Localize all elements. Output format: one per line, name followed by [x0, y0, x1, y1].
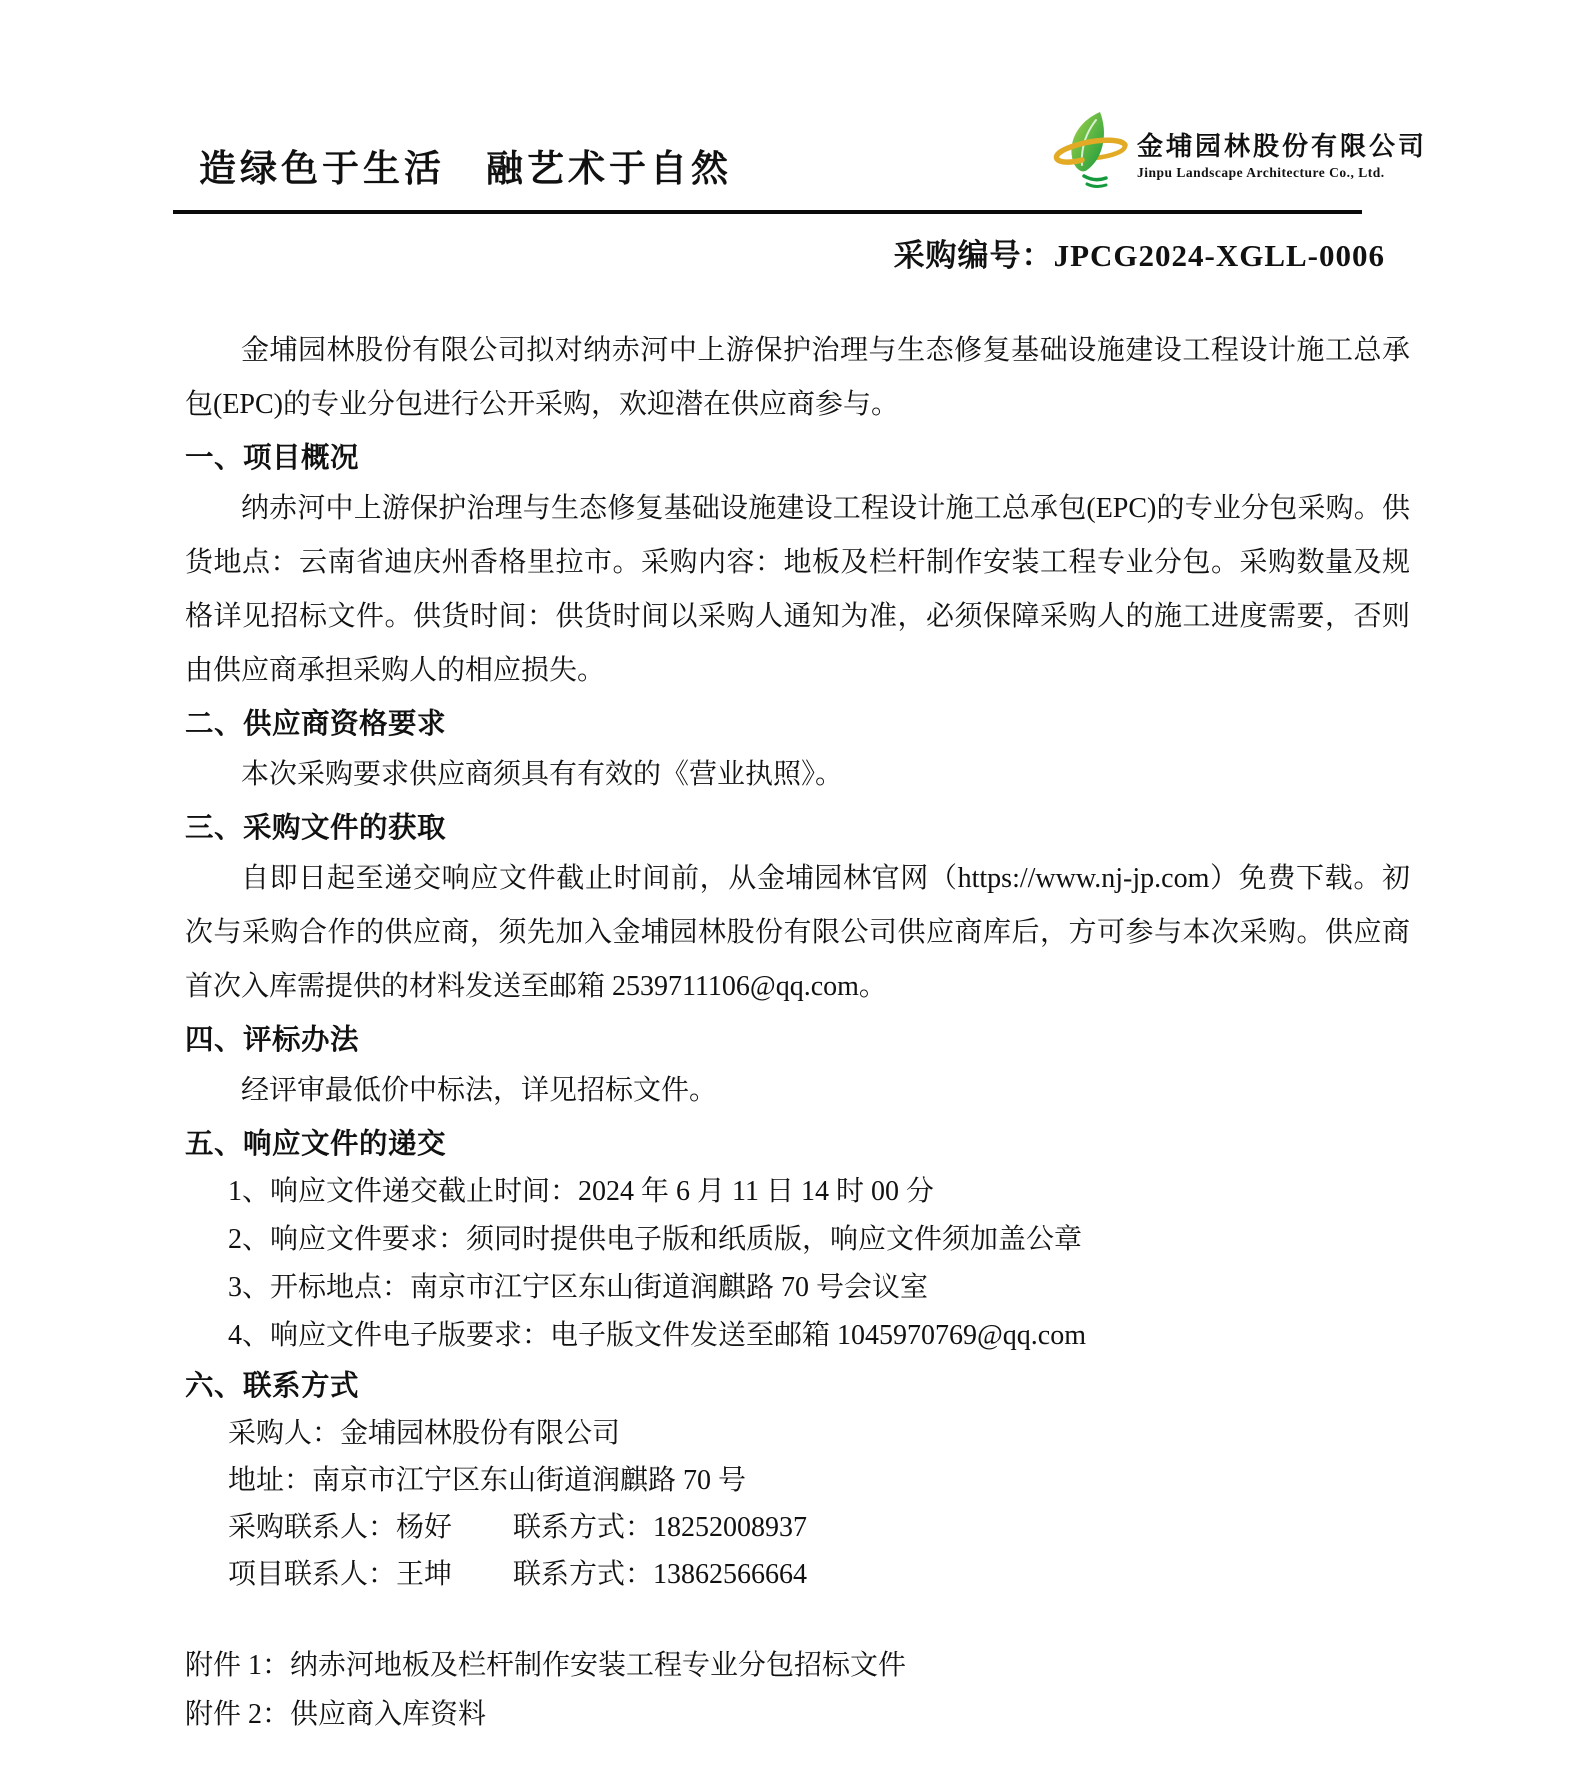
section-response-submission	[185, 1121, 1410, 1360]
section-3-paragraph: 自即日起至递交响应文件截止时间前，从金埔园林官网（https://www.nj-jp.com）免费下载。初次与采购合作的供应商，须先加入金埔园林股份有限公司供应商库后，方可参与本次采购。供应商首次入库需提供的材料发送至邮箱 2539711106@qq.com。	[185, 863, 1410, 1002]
section-project-overview	[185, 435, 1410, 698]
submission-item-location: 3、开标地点：南京市江宁区东山街道润麒路 70 号会议室	[228, 1272, 929, 1303]
section-2-heading: 二、供应商资格要求	[185, 709, 447, 740]
document-header	[185, 0, 1428, 214]
document-body	[185, 324, 1410, 1739]
section-supplier-qualification	[185, 701, 1410, 802]
attachment-2: 附件 2：供应商入库资料	[185, 1699, 487, 1730]
section-1-paragraph: 纳赤河中上游保护治理与生态修复基础设施建设工程设计施工总承包(EPC)的专业分包采购。供货地点：云南省迪庆州香格里拉市。采购内容：地板及栏杆制作安装工程专业分包。采购数量及规格详见招标文件。供货时间：供货时间以采购人通知为准，必须保障采购人的施工进度需要，否则由供应商承担采购人的相应损失。	[185, 493, 1410, 686]
section-evaluation-method	[185, 1017, 1410, 1118]
logo-text	[1137, 126, 1427, 181]
section-1-heading: 一、项目概况	[185, 443, 360, 474]
contact-row-procurement	[185, 1504, 1410, 1551]
section-3-heading: 三、采购文件的获取	[185, 813, 447, 844]
contact-row-project	[185, 1551, 1410, 1598]
contact-project-phone: 联系方式：13862566664	[513, 1559, 808, 1590]
section-4-heading: 四、评标办法	[185, 1025, 360, 1056]
header-divider	[173, 210, 1362, 214]
company-name-cn: 金埔园林股份有限公司	[1137, 131, 1428, 161]
header-slogan: 造绿色于生活 融艺术于自然	[199, 149, 732, 190]
section-4-paragraph: 经评审最低价中标法，详见招标文件。	[241, 1075, 718, 1106]
contact-procurement-person: 采购联系人：杨好	[228, 1512, 453, 1543]
intro-paragraph: 金埔园林股份有限公司拟对纳赤河中上游保护治理与生态修复基础设施建设工程设计施工总承包(EPC)的专业分包进行公开采购，欢迎潜在供应商参与。	[185, 335, 1410, 420]
contact-procurement-phone: 联系方式：18252008937	[513, 1512, 808, 1543]
contact-project-person: 项目联系人：王坤	[228, 1559, 453, 1590]
contact-purchaser: 采购人：金埔园林股份有限公司	[228, 1418, 621, 1449]
section-6-heading: 六、联系方式	[185, 1371, 360, 1402]
contact-address: 地址：南京市江宁区东山街道润麒路 70 号	[228, 1465, 747, 1496]
attachments	[185, 1641, 1410, 1739]
procurement-number-value: JPCG2024-XGLL-0006	[1053, 238, 1385, 273]
company-logo	[1053, 108, 1427, 192]
section-document-acquisition	[185, 805, 1410, 1014]
attachment-1: 附件 1：纳赤河地板及栏杆制作安装工程专业分包招标文件	[185, 1650, 907, 1681]
leaf-swoosh-icon	[1053, 110, 1129, 192]
procurement-number	[185, 236, 1410, 276]
procurement-number-label: 采购编号：	[893, 238, 1054, 273]
submission-item-requirements: 2、响应文件要求：须同时提供电子版和纸质版，响应文件须加盖公章	[228, 1224, 1083, 1255]
section-contact-info	[185, 1363, 1410, 1598]
section-2-paragraph: 本次采购要求供应商须具有有效的《营业执照》。	[241, 759, 844, 790]
section-5-heading: 五、响应文件的递交	[185, 1129, 447, 1160]
submission-item-electronic: 4、响应文件电子版要求：电子版文件发送至邮箱 1045970769@qq.com	[228, 1320, 1086, 1351]
submission-item-deadline: 1、响应文件递交截止时间：2024 年 6 月 11 日 14 时 00 分	[228, 1176, 934, 1207]
company-name-en: Jinpu Landscape Architecture Co., Ltd.	[1137, 165, 1385, 180]
